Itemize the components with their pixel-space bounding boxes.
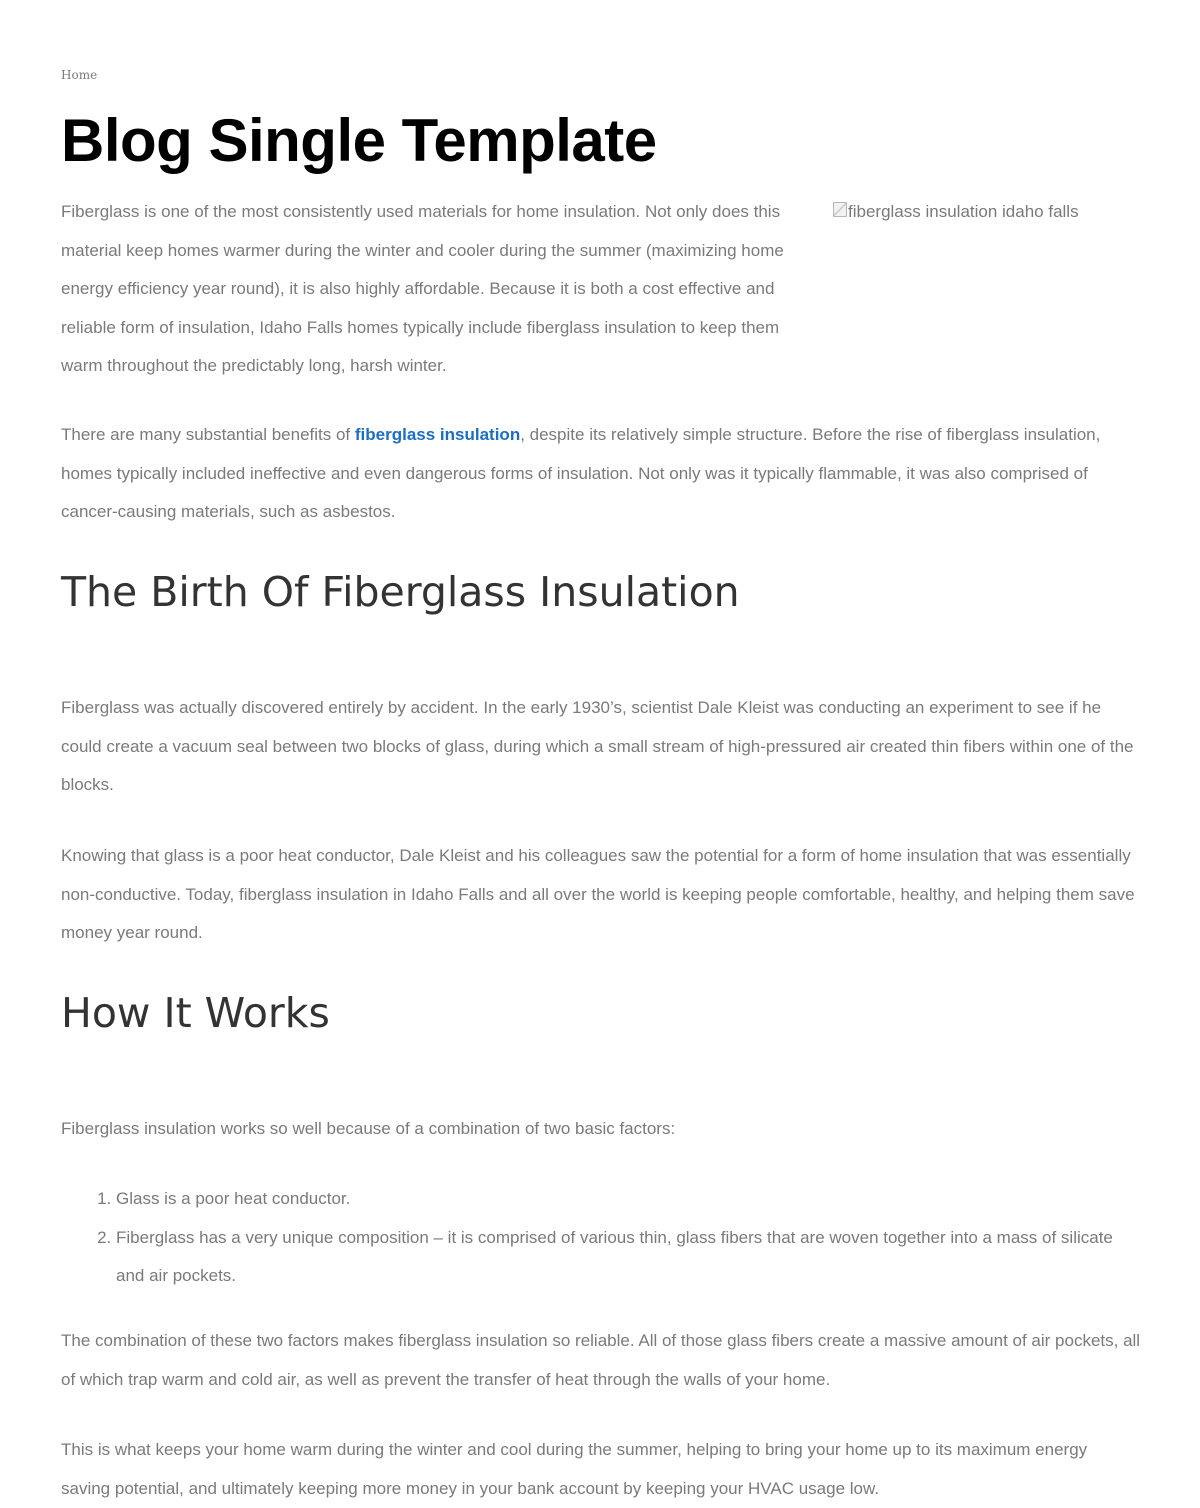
benefits-text-after: , despite its relatively simple structure. Before the rise of fiberglass insulation, homes typically included ineffective and even dangerous forms of insulation. Not only was it typically flammable, it was also comprised of cancer-causing materials, such as asbestos. bbox=[61, 425, 1101, 521]
benefits-paragraph bbox=[61, 416, 1141, 532]
image-alt-text: fiberglass insulation idaho falls bbox=[848, 202, 1079, 221]
birth-paragraph-1: Fiberglass was actually discovered entirely by accident. In the early 1930’s, scientist Dale Kleist was conducting an experiment to see if he could create a vacuum seal between two blocks of glass, during which a small stream of high-pressured air created thin fibers within one of the blocks. bbox=[61, 698, 1134, 794]
how-intro-paragraph: Fiberglass insulation works so well because of a combination of two basic factors: bbox=[61, 1119, 676, 1138]
benefits-text-before: There are many substantial benefits of bbox=[61, 425, 355, 444]
broken-image-icon bbox=[833, 202, 847, 217]
section-heading-how: How It Works bbox=[61, 989, 330, 1037]
factors-list bbox=[61, 1180, 1141, 1296]
birth-paragraph-2: Knowing that glass is a poor heat conductor, Dale Kleist and his colleagues saw the potential for a form of home insulation that was essentially non-conductive. Today, fiberglass insulation in Idaho Falls and all over the world is keeping people comfortable, healthy, and helping them save money year round. bbox=[61, 846, 1135, 942]
how-paragraph-1: The combination of these two factors makes fiberglass insulation so reliable. All of those glass fibers create a massive amount of air pockets, all of which trap warm and cold air, as well as prevent the transfer of heat through the walls of your home. bbox=[61, 1331, 1141, 1389]
list-item: 1. Glass is a poor heat conductor. bbox=[116, 1180, 1141, 1219]
fiberglass-insulation-link[interactable]: fiberglass insulation bbox=[354, 425, 521, 444]
section-heading-birth: The Birth Of Fiberglass Insulation bbox=[61, 568, 740, 616]
how-paragraph-2: This is what keeps your home warm during the winter and cool during the summer, helping to bring your home up to its maximum energy saving potential, and ultimately keeping more money in your bank account by keeping your HVAC usage low. bbox=[61, 1440, 1088, 1498]
list-item: 2. Fiberglass has a very unique composition – it is comprised of various thin, glass fibers that are woven together into a mass of silicate and air pockets. bbox=[116, 1219, 1141, 1296]
breadcrumb-home-link[interactable]: Home bbox=[61, 68, 98, 82]
page-title: Blog Single Template bbox=[61, 107, 657, 174]
featured-image bbox=[833, 193, 1079, 232]
intro-paragraph: Fiberglass is one of the most consistently used materials for home insulation. Not only does this material keep homes warmer during the winter and cooler during the summer (maximizing home energy efficiency year round), it is also highly affordable. Because it is both a cost effective and reliable form of insulation, Idaho Falls homes typically include fiberglass insulation to keep them warm throughout the predictably long, harsh winter. bbox=[61, 202, 784, 375]
